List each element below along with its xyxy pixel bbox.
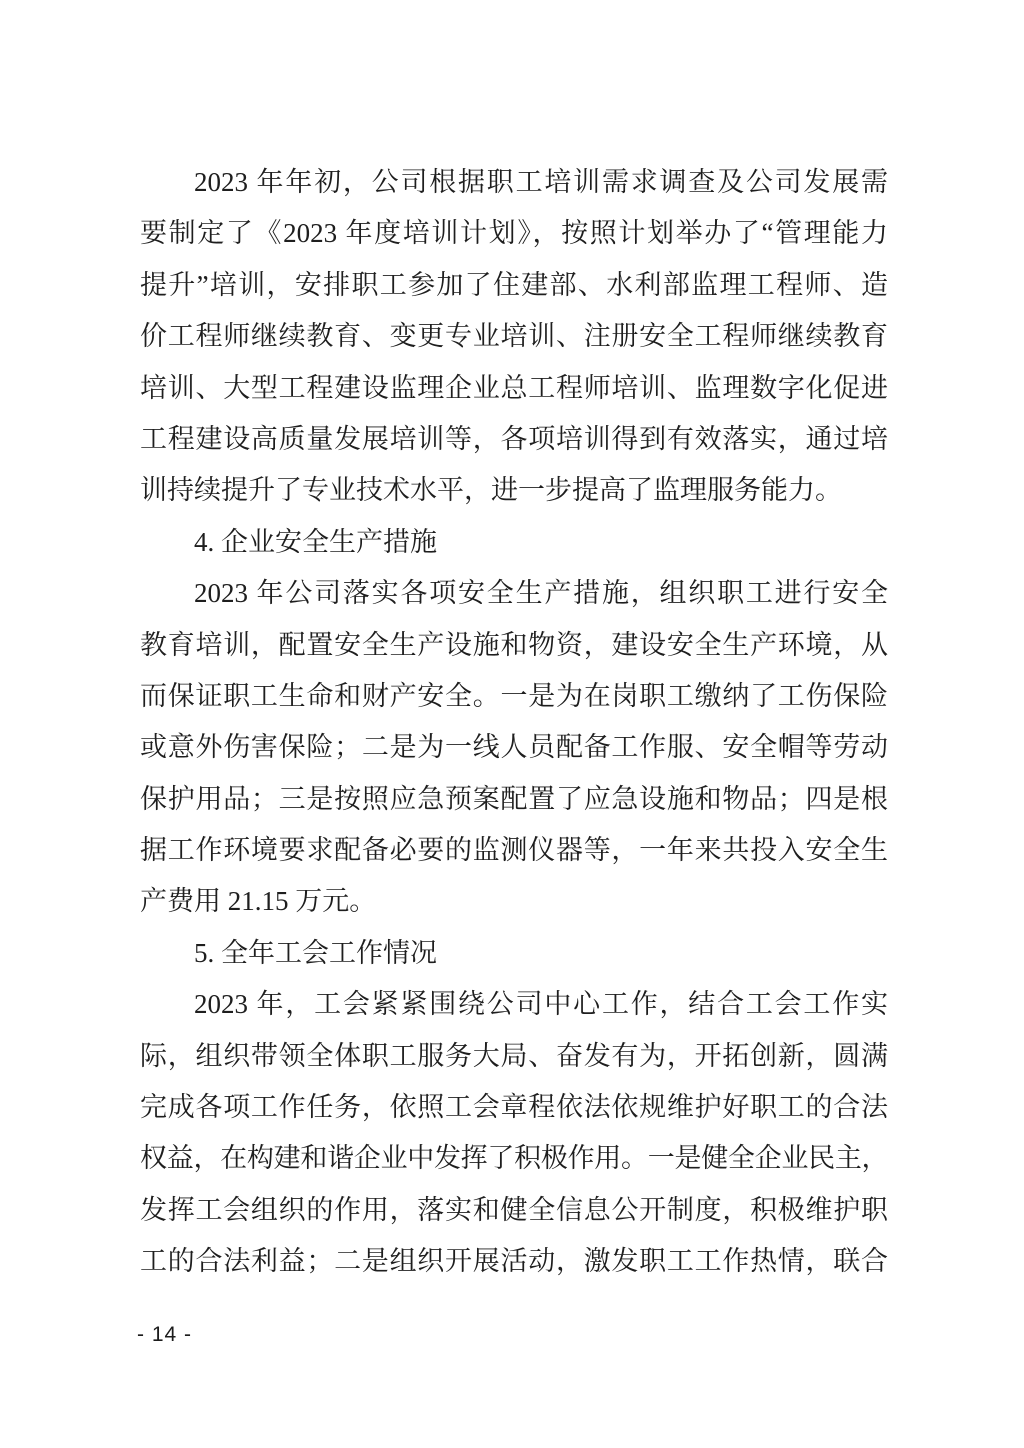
text-line: 工程建设高质量发展培训等，各项培训得到有效落实，通过培 (140, 423, 888, 454)
text-line: 保护用品；三是按照应急预案配置了应急设施和物品；四是根 (140, 783, 888, 814)
text-line: 工的合法利益；二是组织开展活动，激发职工工作热情，联合 (140, 1246, 888, 1277)
text-line: 2023 年，工会紧紧围绕公司中心工作，结合工会工作实 (194, 989, 888, 1020)
text-line: 发挥工会组织的作用，落实和健全信息公开制度，积极维护职 (140, 1194, 888, 1225)
text-line: 权益，在构建和谐企业中发挥了积极作用。一是健全企业民主， (140, 1143, 888, 1174)
text-line: 训持续提升了专业技术水平，进一步提高了监理服务能力。 (140, 475, 842, 506)
text-block (140, 157, 888, 1288)
text-line: 际，组织带领全体职工服务大局、奋发有为，开拓创新，圆满 (140, 1040, 888, 1071)
text-line: 提升”培训，安排职工参加了住建部、水利部监理工程师、造 (140, 269, 888, 300)
text-line: 要制定了《2023 年度培训计划》，按照计划举办了“管理能力 (140, 218, 888, 249)
text-line: 完成各项工作任务，依照工会章程依法依规维护好职工的合法 (140, 1092, 888, 1123)
text-line: 而保证职工生命和财产安全。一是为在岗职工缴纳了工伤保险 (140, 680, 888, 711)
text-line: 价工程师继续教育、变更专业培训、注册安全工程师继续教育 (140, 321, 888, 352)
text-line: 产费用 21.15 万元。 (140, 886, 377, 917)
text-line: 培训、大型工程建设监理企业总工程师培训、监理数字化促进 (140, 372, 888, 403)
text-line: 2023 年公司落实各项安全生产措施，组织职工进行安全 (194, 578, 888, 609)
page-number: - 14 - (137, 1323, 193, 1346)
text-line: 据工作环境要求配备必要的监测仪器等，一年来共投入安全生 (140, 835, 888, 866)
text-line: 2023 年年初，公司根据职工培训需求调查及公司发展需 (194, 167, 888, 197)
section-heading-4: 4. 企业安全生产措施 (194, 526, 437, 557)
section-heading-5: 5. 全年工会工作情况 (194, 937, 437, 968)
text-line: 教育培训，配置安全生产设施和物资，建设安全生产环境，从 (140, 629, 888, 660)
text-line: 或意外伤害保险；二是为一线人员配备工作服、安全帽等劳动 (140, 732, 888, 763)
